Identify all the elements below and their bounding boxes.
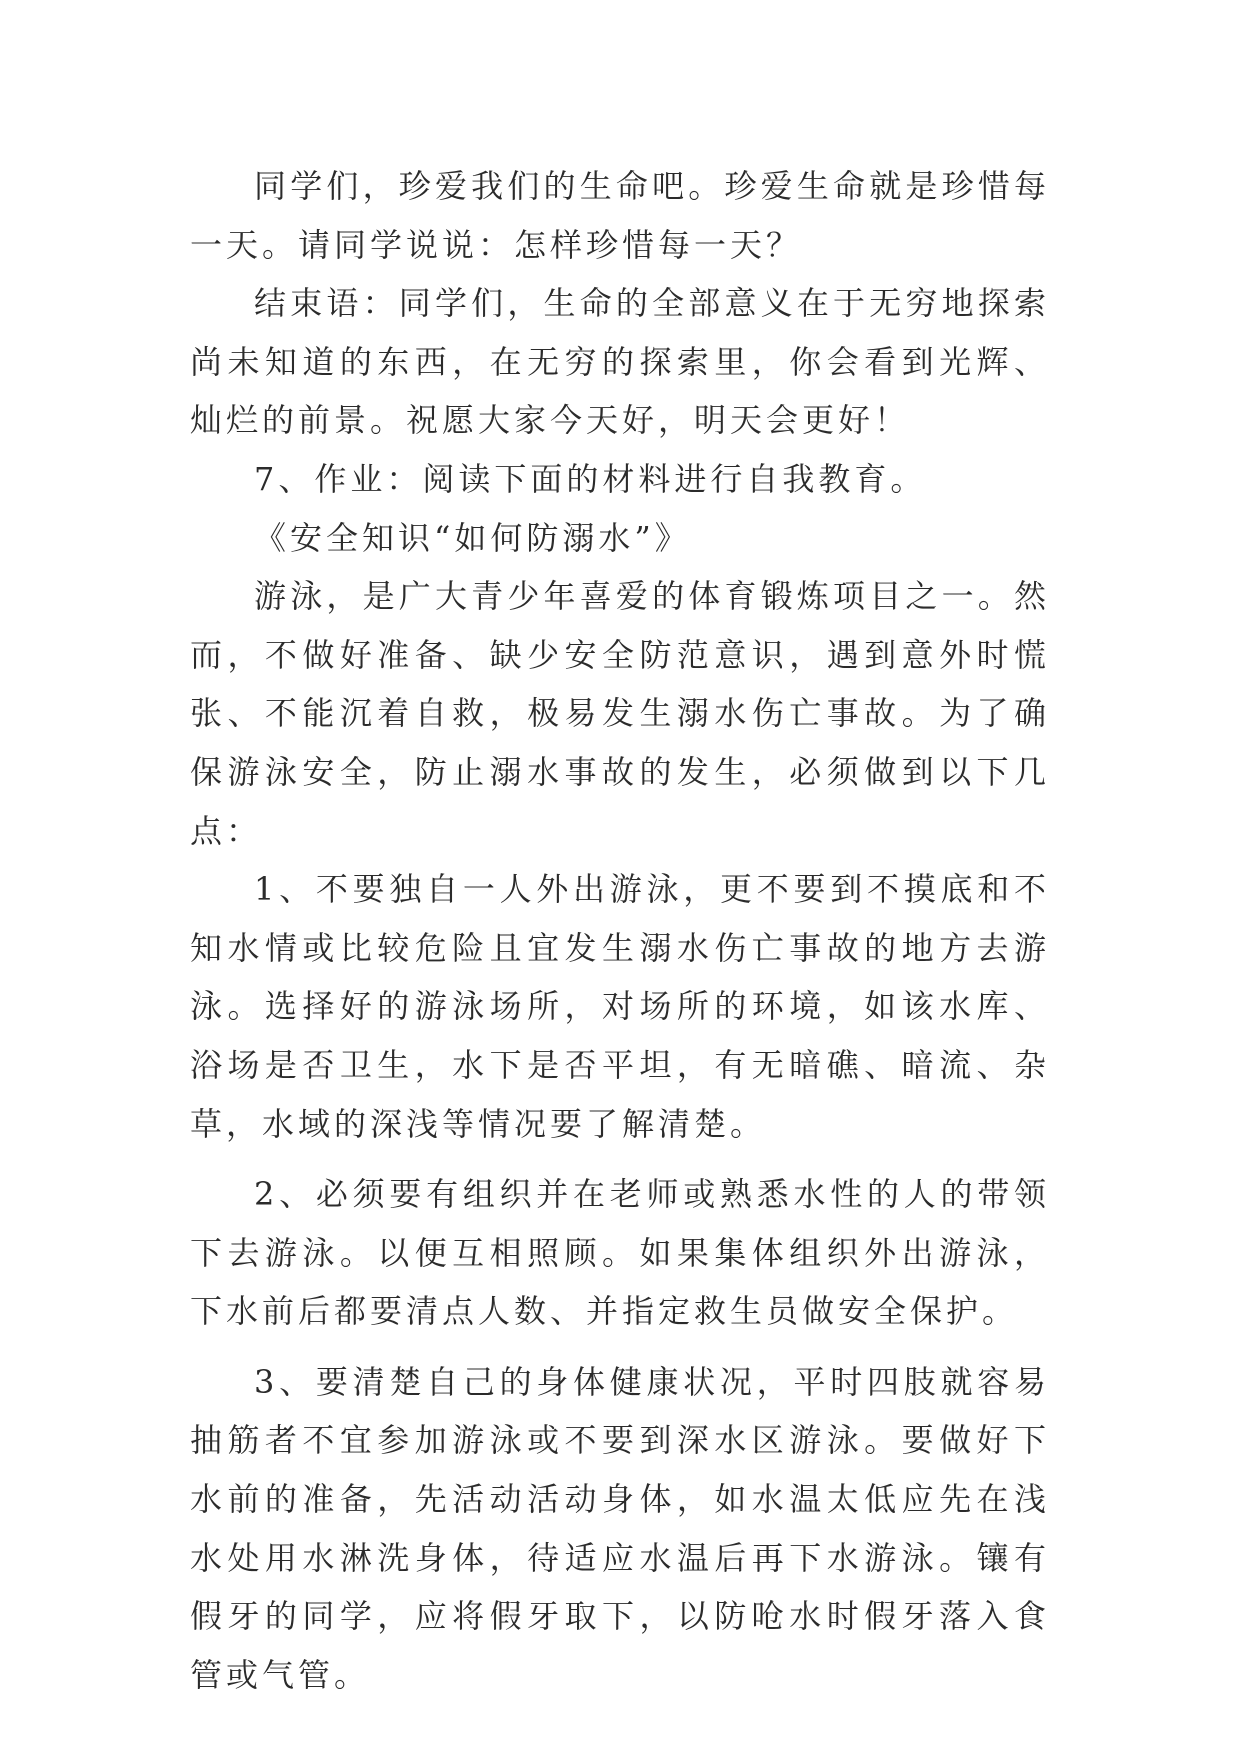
paragraph-closing-remarks: 结束语：同学们，生命的全部意义在于无穷地探索尚未知道的东西，在无穷的探索里，你会看到光辉、灿烂的前景。祝愿大家今天好，明天会更好！ (190, 284, 1050, 440)
paragraph-rule-3: 3、要清楚自己的身体健康状况，平时四肢就容易抽筋者不宜参加游泳或不要到深水区游泳。要做好下水前的准备，先活动活动身体，如水温太低应先在浅水处用水淋洗身体，待适应水温后再下水游泳。镶有假牙的同学，应将假牙取下，以防呛水时假牙落入食管或气管。 (190, 1362, 1050, 1694)
paragraph-cherish-life: 同学们，珍爱我们的生命吧。珍爱生命就是珍惜每一天。请同学说说：怎样珍惜每一天？ (190, 167, 1050, 264)
paragraph-homework: 7、作业：阅读下面的材料进行自我教育。 (254, 459, 927, 498)
paragraph-safety-title: 《安全知识“如何防溺水”》 (254, 518, 691, 557)
paragraph-rule-1: 1、不要独自一人外出游泳，更不要到不摸底和不知水情或比较危险且宜发生溺水伤亡事故的地方去游泳。选择好的游泳场所，对场所的环境，如该水库、浴场是否卫生，水下是否平坦，有无暗礁、暗流、杂草，水域的深浅等情况要了解清楚。 (190, 870, 1050, 1143)
paragraph-swimming-intro: 游泳，是广大青少年喜爱的体育锻炼项目之一。然而，不做好准备、缺少安全防范意识，遇到意外时慌张、不能沉着自救，极易发生溺水伤亡事故。为了确保游泳安全，防止溺水事故的发生，必须做到以下几点： (190, 577, 1050, 850)
paragraph-rule-2: 2、必须要有组织并在老师或熟悉水性的人的带领下去游泳。以便互相照顾。如果集体组织外出游泳，下水前后都要清点人数、并指定救生员做安全保护。 (190, 1175, 1050, 1331)
document-body (190, 157, 1050, 1704)
